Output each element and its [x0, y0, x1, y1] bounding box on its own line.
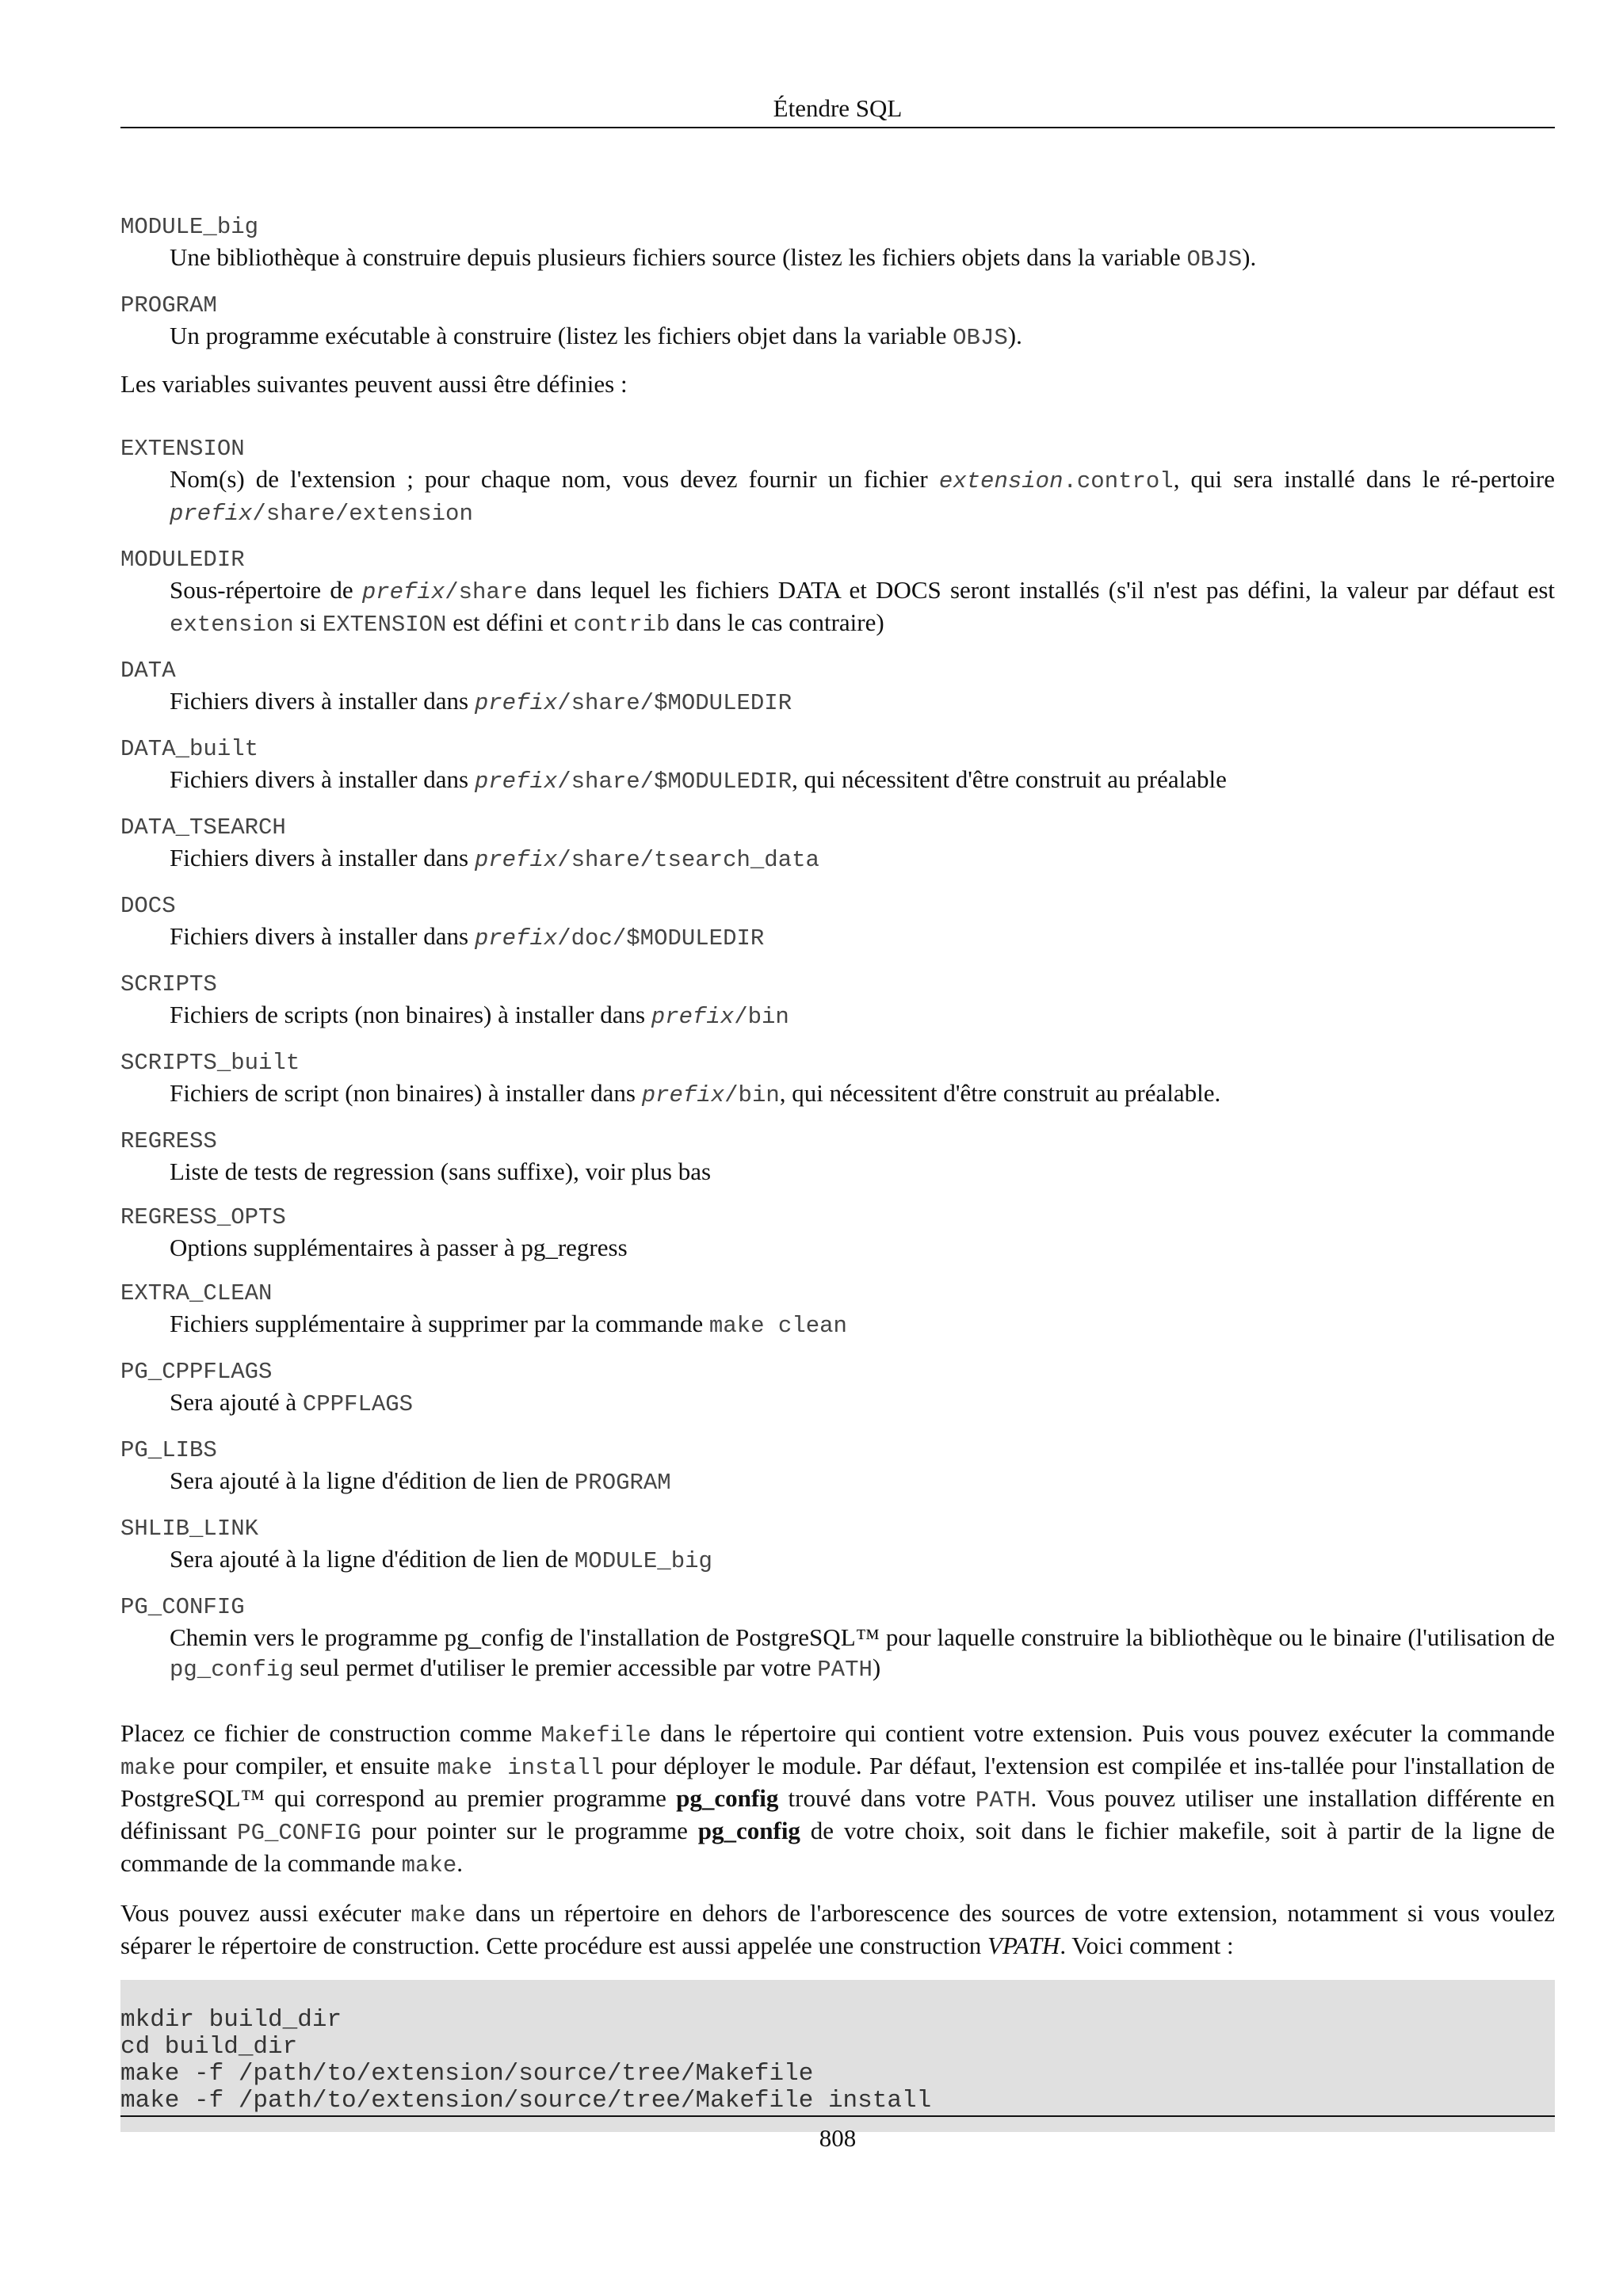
def-program: [170, 321, 1555, 353]
def-data-tsearch: [170, 843, 1555, 875]
code-literal: make install: [437, 1755, 605, 1781]
code-literal: make clean: [708, 1313, 847, 1339]
def-pg-libs: [170, 1466, 1555, 1498]
def-data-built: [170, 765, 1555, 797]
def-text: , qui nécessitent d'être construit au préalable: [792, 765, 1227, 793]
def-pg-config: [170, 1623, 1555, 1685]
code-literal: Makefile: [540, 1722, 651, 1749]
term-data-tsearch: DATA_TSEARCH: [120, 814, 286, 841]
def-text: dans lequel les fichiers DATA et DOCS seront installés (s'il n'est pas défini, la valeur par défaut est: [527, 576, 1555, 604]
para-text: . Voici comment :: [1060, 1932, 1234, 1959]
def-text: seul permet d'utiliser le premier accessible par votre: [293, 1653, 818, 1681]
def-text: , qui sera installé dans le ré-pertoire: [1173, 465, 1555, 493]
def-shlib-link: [170, 1544, 1555, 1577]
def-text: Une bibliothèque à construire depuis plusieurs fichiers source (listez les fichiers objets dans la variable: [170, 243, 1187, 271]
code-literal: /share: [445, 579, 528, 605]
def-text: Fichiers supplémentaire à supprimer par la commande: [170, 1310, 709, 1337]
def-text: Fichiers divers à installer dans: [170, 922, 475, 950]
def-text: Sera ajouté à la ligne d'édition de lien de: [170, 1545, 575, 1573]
page-number: 808: [819, 2124, 857, 2152]
term-pg-config: PG_CONFIG: [120, 1594, 245, 1620]
def-docs: [170, 921, 1555, 954]
code-literal: MODULE_big: [574, 1548, 712, 1574]
code-replaceable: prefix: [474, 690, 558, 716]
def-text: Nom(s) de l'extension ; pour chaque nom, vous devez fournir un fichier: [170, 465, 939, 493]
term-program: PROGRAM: [120, 292, 217, 318]
code-objs: OBJS: [1186, 246, 1243, 273]
term-extra-clean: EXTRA_CLEAN: [120, 1280, 273, 1306]
def-text: ): [872, 1653, 881, 1681]
def-extra-clean: [170, 1309, 1555, 1341]
def-scripts: [170, 1000, 1555, 1032]
term-docs: DOCS: [120, 893, 176, 919]
para-text: pour pointer sur le programme: [361, 1817, 698, 1844]
code-replaceable: prefix: [361, 579, 445, 605]
code-objs: OBJS: [953, 325, 1008, 351]
para-text: pour déployer le module. Par défaut, l'extension est compilée et ins-tallée pour l'installation de PostgreSQL™ qui correspond au premier programme: [120, 1752, 1555, 1812]
document-body: [120, 212, 1555, 2132]
code-literal: PG_CONFIG: [237, 1820, 361, 1846]
code-block: mkdir build_dir cd build_dir make -f /path/to/extension/source/tree/Makefile make -f /path/to/extension/source/tree/Makefile install: [120, 1980, 1555, 2132]
def-text: Sera ajouté à: [170, 1388, 303, 1416]
code-literal: PATH: [817, 1657, 873, 1683]
code-literal: /share/$MODULEDIR: [557, 690, 792, 716]
def-scripts-built: [170, 1078, 1555, 1111]
code-replaceable: extension: [938, 468, 1064, 494]
code-replaceable: prefix: [474, 847, 558, 873]
def-text: Un programme exécutable à construire (listez les fichiers objet dans la variable: [170, 322, 953, 349]
code-replaceable: prefix: [474, 769, 558, 795]
para-text: . Vous pouvez utiliser une installation différente en définissant: [120, 1784, 1556, 1844]
def-text: Chemin vers le programme pg_config de l'installation de PostgreSQL™ pour laquelle construire la bibliothèque ou le binaire (l'utilisation de: [170, 1623, 1555, 1651]
para-text: dans le répertoire qui contient votre extension. Puis vous pouvez exécuter la commande: [651, 1719, 1555, 1747]
code-literal: /share/$MODULEDIR: [557, 769, 792, 795]
def-text: Fichiers de scripts (non binaires) à installer dans: [170, 1001, 651, 1028]
code-literal: CPPFLAGS: [302, 1391, 414, 1417]
def-text: Fichiers de script (non binaires) à installer dans: [170, 1079, 642, 1107]
term-regress: REGRESS: [120, 1128, 217, 1154]
def-data: [170, 686, 1555, 719]
def-regress-opts: Options supplémentaires à passer à pg_regress: [170, 1234, 628, 1261]
para-text: de votre choix, soit dans le fichier makefile, soit à partir de la ligne de commande de la commande: [120, 1817, 1556, 1877]
code-literal: PROGRAM: [574, 1470, 671, 1496]
code-literal: /share/tsearch_data: [557, 847, 819, 873]
code-literal: .control: [1063, 468, 1174, 494]
footer-rule: [120, 2115, 1555, 2117]
code-literal: make: [401, 1852, 457, 1878]
term-scripts: SCRIPTS: [120, 971, 217, 997]
def-text: est défini et: [446, 608, 574, 636]
def-moduledir: [170, 575, 1555, 640]
term-pg-cppflags: PG_CPPFLAGS: [120, 1359, 273, 1385]
code-literal: extension: [170, 612, 294, 638]
bold-command: pg_config: [697, 1817, 800, 1844]
para-text: .: [456, 1849, 464, 1877]
def-text: si: [293, 608, 323, 636]
code-replaceable: prefix: [651, 1004, 735, 1030]
def-text: Fichiers divers à installer dans: [170, 687, 475, 715]
code-literal: pg_config: [170, 1657, 294, 1683]
para-text: Vous pouvez aussi exécuter: [120, 1899, 411, 1927]
code-literal: /doc/$MODULEDIR: [557, 925, 765, 952]
paragraph-vpath: [120, 1898, 1555, 1961]
def-text: ).: [1007, 322, 1022, 349]
def-module-big: [170, 242, 1555, 275]
para-text: trouvé dans votre: [778, 1784, 976, 1812]
code-literal: PATH: [975, 1787, 1031, 1814]
def-text: , qui nécessitent d'être construit au préalable.: [779, 1079, 1221, 1107]
def-text: Fichiers divers à installer dans: [170, 844, 475, 871]
header-rule: [120, 127, 1555, 128]
term-scripts-built: SCRIPTS_built: [120, 1050, 300, 1076]
def-extension: [170, 464, 1555, 529]
italic-term: VPATH: [987, 1932, 1060, 1959]
code-literal: /bin: [734, 1004, 789, 1030]
para-text: pour compiler, et ensuite: [175, 1752, 437, 1779]
para-text: dans un répertoire en dehors de l'arborescence des sources de votre extension, notamment si vous voulez séparer le répertoire de construction. Cette procédure est aussi appelée une construction: [120, 1899, 1556, 1959]
code-replaceable: prefix: [641, 1082, 725, 1108]
code-replaceable: prefix: [170, 501, 253, 527]
para-text: Placez ce fichier de construction comme: [120, 1719, 541, 1747]
def-pg-cppflags: [170, 1387, 1555, 1420]
def-text: Sera ajouté à la ligne d'édition de lien de: [170, 1466, 575, 1494]
code-literal: make: [120, 1755, 176, 1781]
code-literal: /share/extension: [252, 501, 473, 527]
term-module-big: MODULE_big: [120, 214, 259, 240]
def-text: ).: [1242, 243, 1257, 271]
term-shlib-link: SHLIB_LINK: [120, 1516, 259, 1542]
variables-intro: Les variables suivantes peuvent aussi être définies :: [120, 370, 628, 398]
term-data: DATA: [120, 658, 176, 684]
code-replaceable: prefix: [474, 925, 558, 952]
def-text: Fichiers divers à installer dans: [170, 765, 475, 793]
def-text: Sous-répertoire de: [170, 576, 362, 604]
def-regress: Liste de tests de regression (sans suffixe), voir plus bas: [170, 1158, 712, 1185]
page-header-title: Étendre SQL: [773, 94, 903, 122]
bold-command: pg_config: [676, 1784, 779, 1812]
code-literal: contrib: [573, 612, 670, 638]
term-regress-opts: REGRESS_OPTS: [120, 1204, 286, 1230]
term-data-built: DATA_built: [120, 736, 259, 762]
code-literal: make: [411, 1902, 466, 1928]
def-text: dans le cas contraire): [670, 608, 884, 636]
term-pg-libs: PG_LIBS: [120, 1437, 217, 1463]
paragraph-makefile: [120, 1718, 1555, 1881]
code-literal: EXTENSION: [322, 612, 447, 638]
code-literal: /bin: [724, 1082, 780, 1108]
term-moduledir: MODULEDIR: [120, 547, 245, 573]
term-extension: EXTENSION: [120, 436, 245, 462]
